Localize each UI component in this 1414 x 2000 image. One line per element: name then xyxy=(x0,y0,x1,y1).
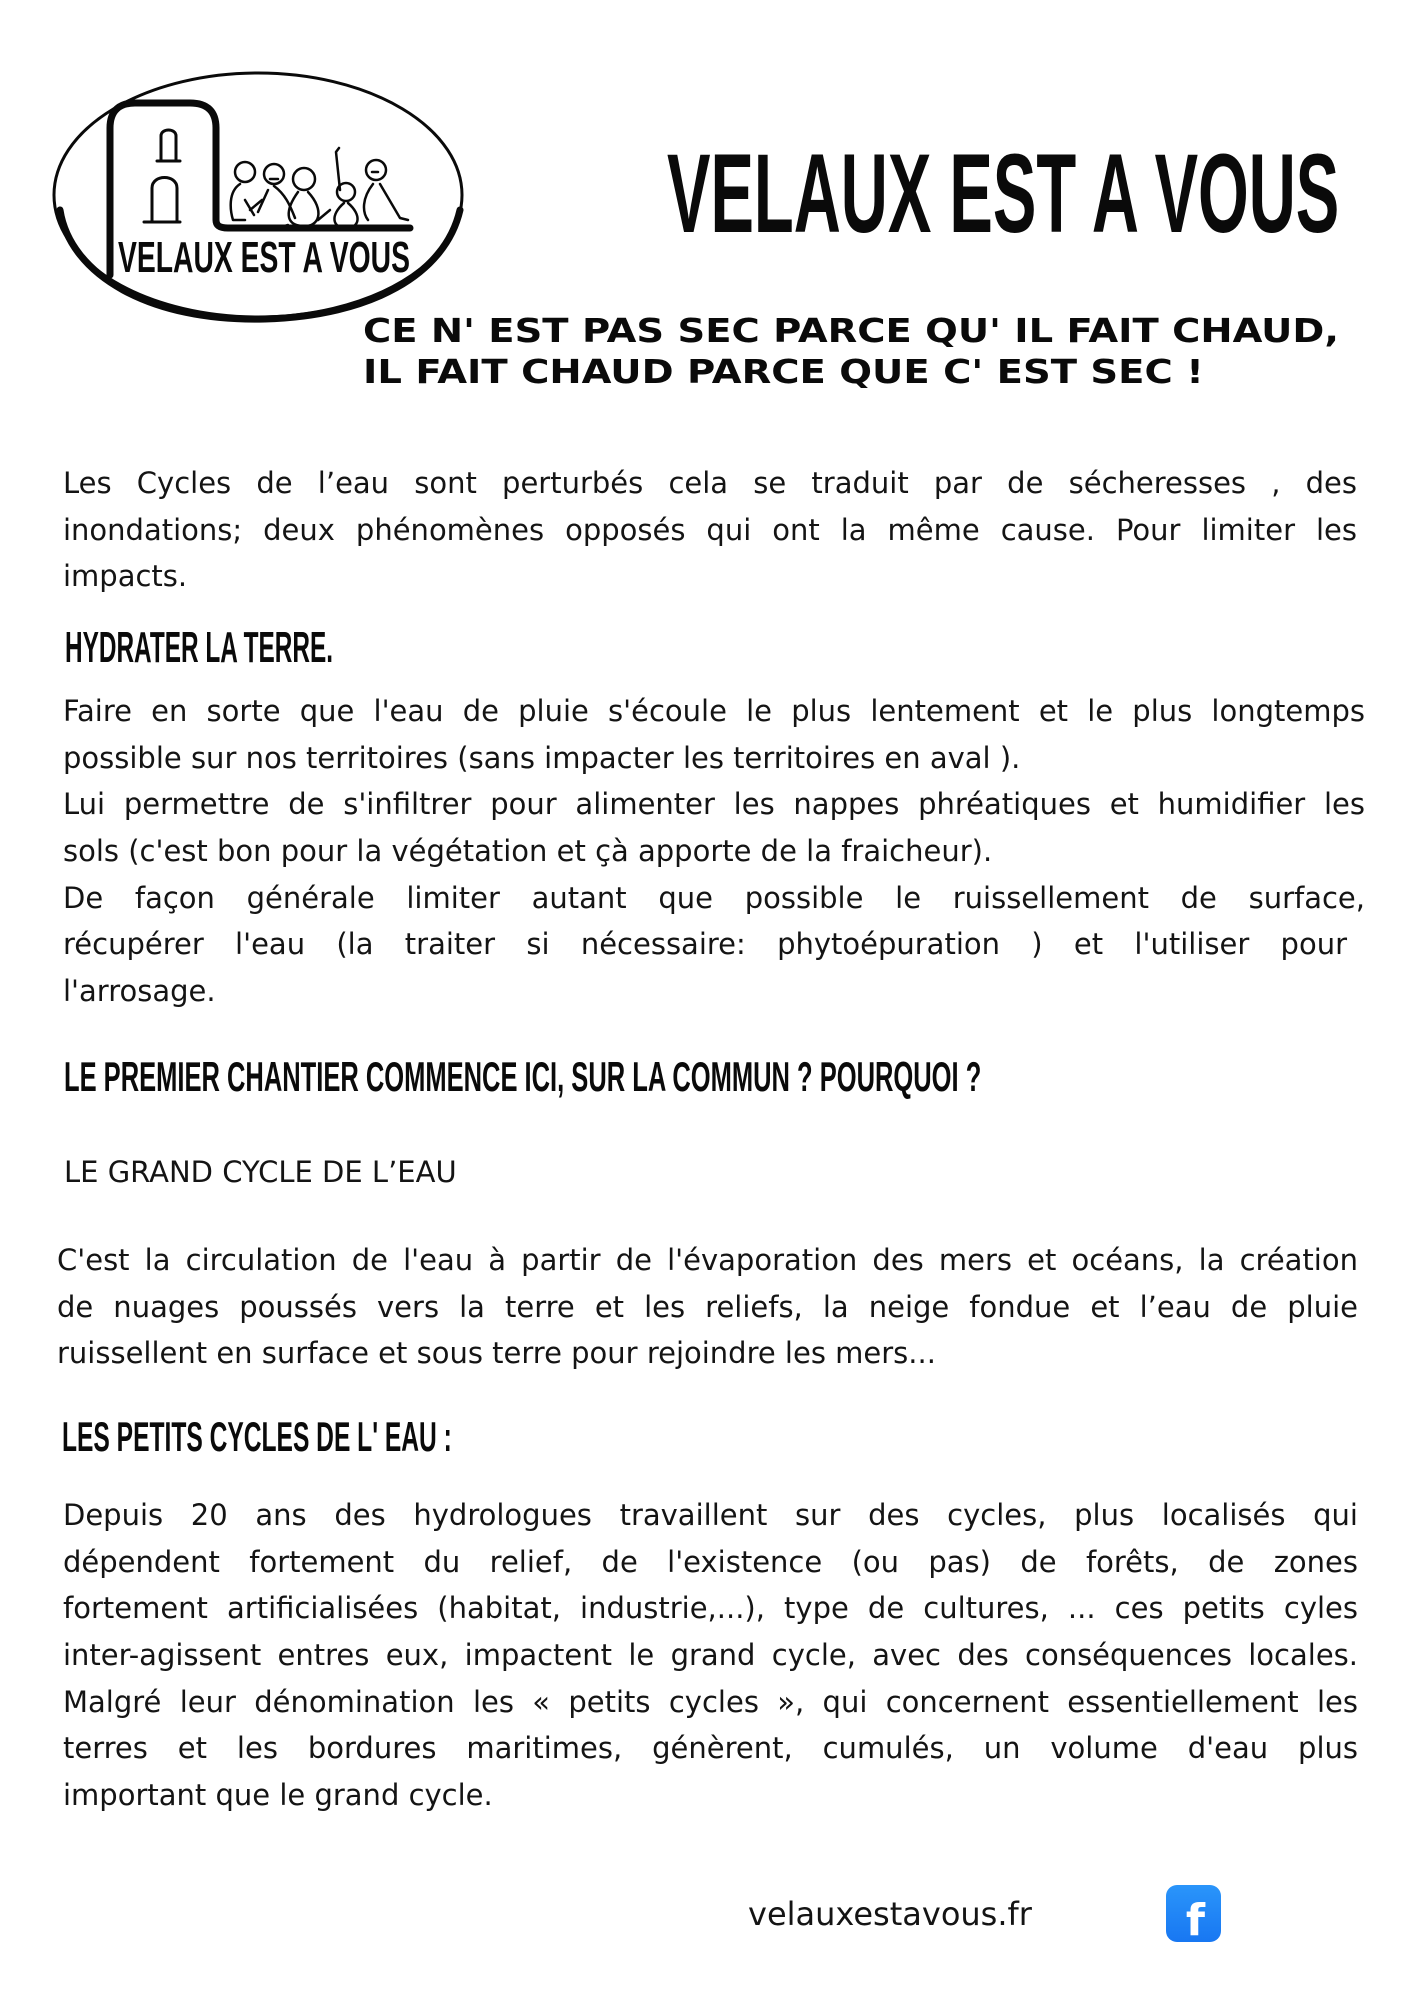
section2-paragraph xyxy=(57,1237,1358,1377)
text-line: sols (c'est bon pour la végétation et çà apporte de la fraicheur). xyxy=(63,834,993,869)
text-line: inondations; deux phénomènes opposés qui ont la même cause. Pour limiter les xyxy=(63,512,1357,547)
text-line: fortement artificialisées (habitat, industrie,...), type de cultures, ... ces petits cyles xyxy=(63,1591,1358,1626)
text-line: dépendent fortement du relief, de l'existence (ou pas) de forêts, de zones xyxy=(63,1544,1358,1579)
section-heading-premier-chantier: LE PREMIER CHANTIER COMMENCE ICI, SUR LA COMMUN ? POURQUOI ? xyxy=(64,1053,982,1100)
section3-paragraph xyxy=(63,1492,1358,1819)
subtitle-line-2: IL FAIT CHAUD PARCE QUE C' EST SEC ! xyxy=(363,352,1204,391)
text-line: Depuis 20 ans des hydrologues travaillent sur des cycles, plus localisés qui xyxy=(63,1498,1358,1532)
text-line: impacts. xyxy=(63,559,188,594)
text-line: Malgré leur dénomination les « petits cycles », qui concernent essentiellement les xyxy=(63,1684,1358,1719)
text-line: l'arrosage. xyxy=(63,974,216,1009)
website-link[interactable]: velauxestavous.fr xyxy=(748,1895,1032,1933)
text-line: terres et les bordures maritimes, génèrent, cumulés, un volume d'eau plus xyxy=(63,1731,1358,1766)
text-line: inter-agissent entres eux, impactent le grand cycle, avec des conséquences locales. xyxy=(63,1638,1358,1673)
subheading-grand-cycle: LE GRAND CYCLE DE L’EAU xyxy=(64,1155,457,1189)
logo xyxy=(40,60,480,340)
text-line: Les Cycles de l’eau sont perturbés cela se traduit par de sécheresses , des xyxy=(63,466,1357,500)
intro-paragraph xyxy=(63,460,1357,600)
section-heading-hydrater: HYDRATER LA TERRE. xyxy=(65,623,333,672)
people-icon xyxy=(231,148,408,228)
text-line: Faire en sorte que l'eau de pluie s'écoule le plus lentement et le plus longtemps xyxy=(63,694,1365,728)
text-line: ruissellent en surface et sous terre pour rejoindre les mers... xyxy=(57,1336,936,1371)
facebook-button[interactable] xyxy=(1166,1885,1221,1946)
tower-door-icon xyxy=(144,178,180,223)
text-line: Lui permettre de s'infiltrer pour alimenter les nappes phréatiques et humidifier les xyxy=(63,787,1365,822)
text-line: récupérer l'eau (la traiter si nécessaire: phytoépuration ) et l'utiliser pour xyxy=(63,927,1347,962)
text-line: De façon générale limiter autant que possible le ruissellement de surface, xyxy=(63,880,1365,915)
text-line: de nuages poussés vers la terre et les reliefs, la neige fondue et l’eau de pluie xyxy=(57,1289,1358,1324)
text-line: C'est la circulation de l'eau à partir de l'évaporation des mers et océans, la création xyxy=(57,1243,1358,1277)
subtitle-line-1: CE N' EST PAS SEC PARCE QU' IL FAIT CHAUD, xyxy=(363,311,1339,350)
facebook-icon: f xyxy=(1185,1895,1206,1946)
section1-paragraph xyxy=(63,688,1365,1015)
text-line: important que le grand cycle. xyxy=(63,1778,493,1813)
text-line: possible sur nos territoires (sans impacter les territoires en aval ). xyxy=(63,740,1021,775)
tower-window-icon xyxy=(157,130,180,161)
page-title: VELAUX EST A VOUS xyxy=(667,131,1340,256)
logo-text: VELAUX EST A VOUS xyxy=(118,233,410,282)
section-heading-petits-cycles: LES PETITS CYCLES DE L' EAU : xyxy=(62,1413,452,1460)
